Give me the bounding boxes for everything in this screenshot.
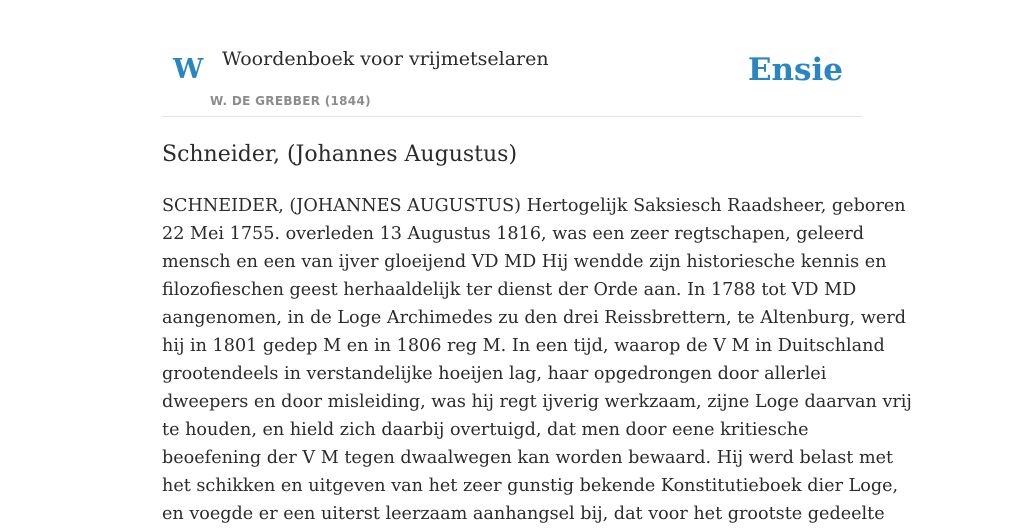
entry-text-line: aangenomen, in de Loge Archimedes zu den drei Reissbrettern, te Altenburg, werd (162, 308, 907, 328)
entry-text-line: en voegde er een uiterst leerzaam aanhangsel bij, dat voor het grootste gedeelte (162, 504, 885, 524)
site-header (162, 0, 862, 117)
entry-text-line: filozofieschen geest herhaaldelijk ter dienst der Orde aan. In 1788 tot VD MD (162, 280, 857, 300)
book-title-link[interactable]: Woordenboek voor vrijmetselaren (222, 48, 549, 70)
entry-text-line: hij in 1801 gedep M en in 1806 reg M. In een tijd, waarop de V M in Duitschland (162, 336, 885, 356)
entry-text-line: 22 Mei 1755. overleden 13 Augustus 1816, was een zeer regtschapen, geleerd (162, 224, 865, 244)
entry-text-line: dweepers en door misleiding, was hij regt ijverig werkzaam, zijne Loge daarvan vrij (162, 392, 912, 412)
entry-text-line: SCHNEIDER, (JOHANNES AUGUSTUS) Hertogelijk Saksiesch Raadsheer, geboren (162, 196, 906, 216)
entry-text-line: mensch en een van ijver gloeijend VD MD Hij wendde zijn historiesche kennis en (162, 252, 887, 272)
brand-logo[interactable]: Ensie (747, 52, 843, 88)
entry-title: Schneider, (Johannes Augustus) (162, 142, 518, 167)
entry-text-line: het schikken en uitgeven van het zeer gunstig bekende Konstitutieboek dier Loge, (162, 476, 899, 496)
entry-text-line: te houden, en hield zich daarbij overtuigd, dat men door eene kritiesche (162, 420, 809, 440)
entry-text-line: grootendeels in verstandelijke hoeijen lag, haar opgedrongen door allerlei (162, 364, 827, 384)
entry-text-line: beoefening der V M tegen dwaalwegen kan worden bewaard. Hij werd belast met (162, 448, 894, 468)
entry-body (162, 192, 912, 528)
book-logo[interactable]: W (173, 54, 204, 85)
book-author: W. DE GREBBER (1844) (210, 94, 371, 108)
